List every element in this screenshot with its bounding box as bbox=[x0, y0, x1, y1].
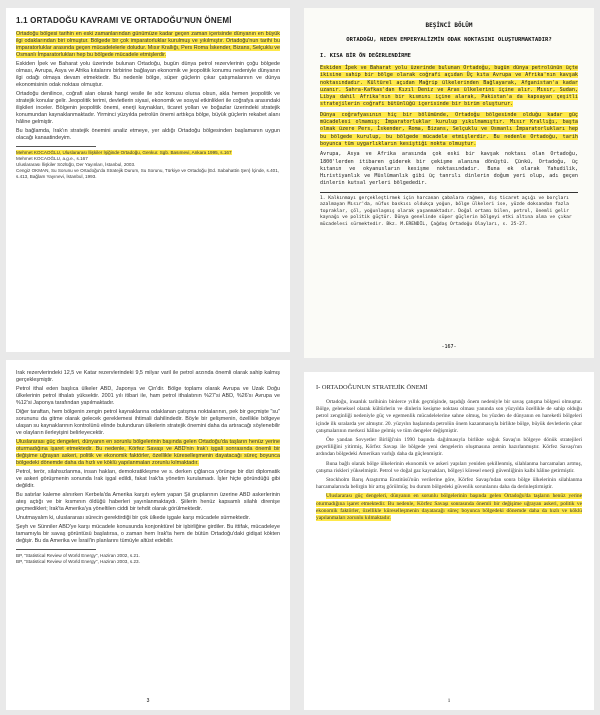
footnote-divider bbox=[320, 192, 578, 193]
paragraph: Ortadoğu, insanlık tarihinin binlerce yıllık geçmişinde, taşıdığı önem nedeniyle bir savaş çatışma bölgesi olmuştur. Bölge, geleneksel olarak kültürlerin ve dinlerin kesişme noktası olması yanında son yüzyılda özellikle de sahip olduğu petrol zenginliği nedeniyle güç ve egemenlik mücadelelerine sahne olmuş, bu yüzden de dünyanın en hareketli bölgeleri içinde ilk sıralarda yer almıştır. 20. yüzyılın başlarında petrolün önem kazanmasıyla birlikte bölge, büyük devletlerin çıkar çatışmalarının merkezi hâline gelmiş ve tüm dengeler değişmiştir. bbox=[316, 399, 582, 434]
document-page-bottom-left bbox=[6, 360, 290, 710]
paragraph: Stockholm Barış Araştırma Enstitüsü'nün verilerine göre, Körfez Savaşı'ndan sonra bölge ülkelerinin silahlanma harcamalarında belirgin bir artış görülmüş; bu durum bölgedeki güvenlik sorunlarını daha da derinleştirmiştir. bbox=[316, 477, 582, 491]
paragraph: Diğer taraftan, hem bölgenin zengin petrol kaynaklarına odaklanan çatışma noktalarının, pek bir geçmişte "su" sorununu da gitme olarak gelecek gereklemesi ihtimali dahilindedir. Böyle bir gelişmenin, özellikle bölgeye ulaşan su kaynaklarının kontrolünü elinde bulunduran ülkelerin stratejik önemini daha da artıracağı söylenebilir ve olayların ilerleyişini belirleyecektir. bbox=[16, 409, 280, 436]
chapter-title: ORTADOĞU, NEDEN EMPERYALİZMİN ODAK NOKTASINI OLUŞTURMAKTADIR? bbox=[346, 37, 552, 43]
footnote-divider bbox=[16, 146, 96, 147]
paragraph: Eskiden İpek ve Baharat yolu üzerinde bulunan Ortadoğu, bugün dünya petrol rezervlerinin çoğu bölgede olması, Avrupa, Asya ve Afrika kıtalarını birbirine bağlayan ekonomik ve jeopolitik konumu nedeniyle dünyanın ilgi odağı olmaya devam etmektedir. Bu nedenle bölge, süper güçlerin çıkar çatışmalarının ve dünya ekonomisinin odak noktası olmuştur. bbox=[16, 61, 280, 88]
section-heading: I. KISA BİR ÖN DEĞERLENDİRME bbox=[320, 53, 411, 59]
paragraph: Bu satırlar kaleme alınırken Kerbela'da Amerika karşıtı eylem yapan Şii gruplarının üzerine ABD askerlerinin ateş açtığı ve bir kısmının öldüğü haberleri yayınlanmaktaydı. Şiilerin henüz kapsamlı silahlı direnişe geçmedikleri; Irak'ta Amerika'ya yöneltilen ciddi bir tehdit olarak görülmektedir. bbox=[16, 492, 280, 512]
page-number: 3 bbox=[146, 698, 150, 704]
paragraph: Avrupa, Asya ve Afrika arasında çok eski bir kavşak noktası olan Ortadoğu, 1800'lerden itibaren giderek bir çekişme alanına dönüştü. Çünkü, Ortadoğu, üç kıtanın ve okyanusların kesişme noktasındadır. Buna ek olarak Yahudilik, Hıristiyanlık ve Müslümanlık gibi üç tanrılı dinlerin doğum yeri olup, adı geçen dinlerin kutsal yerleri bölgededir. bbox=[320, 151, 578, 187]
footnote: BP, "Statistical Review of World Energy", Haziran 2002, s.21. bbox=[16, 553, 140, 558]
paragraph: Unutmayalım ki, uluslararası sürecin gerektirdiği bir çok ülkede işgale karşı mücadele sürmektedir. bbox=[16, 515, 250, 521]
paragraph: Petrol ithal eden başlıca ülkeler ABD, Japonya ve Çin'dir. Bölge toplamı olarak Avrupa ve Uzak Doğu ülkelerinin petrol ithalatı yüksektir. 2001 yılı itibari ile, ham petrol ithalatının %27'si ABD, %26'sı Avrupa ve %12'si Japonya tarafından yapılmaktadır. bbox=[16, 386, 280, 406]
footnote: BP, "Statistical Review of World Energy", Haziran 2003, s.23. bbox=[16, 559, 140, 564]
paragraph-highlighted bbox=[16, 439, 280, 467]
paragraph-highlighted bbox=[320, 112, 578, 148]
footnote: Uluslararası İlişkiler Sözlüğü, Der Yayınları, İstanbul, 2003. bbox=[16, 162, 136, 167]
highlighted-text: Ortadoğu bölgesi tarihin en eski zamanlarından günümüze kadar geçen zaman içerisinde dünyanın en büyük ilgi odaklarından biri olmuştur. Bölgede bir çok imparatorluklar kurulmuş ve yıkılmıştır. Ortadoğu'nun tarihi bu imparatorluklar arasında geçen mücadelelerle doludur. Mısır Krallığı, Pers Roma İskender, Bizans, Selçuklu ve Osmanlı İmparatorlukları hep bu bölgede mücadele etmişlerdir. bbox=[16, 31, 280, 58]
page-number: -167- bbox=[441, 344, 457, 350]
highlighted-text: Uluslararası güç dengeleri, dünyanın en sorunlu bölgelerinin başında gelen Ortadoğu'da taşların henüz yerine oturmadığına işaret etmektedir. Bu nedenle, Körfez Savaşı ve ABD'nin Irak'ı işgali sonrasında önemli bir değişime uğrayan askeri, politik ve ekonomik faktörler, özellikle küreselleşmenin dayatacağı süreç boyunca bölgedeki dönemde daha da hızlı ve köklü yapılanmaları zorunlu kılmaktadır. bbox=[16, 439, 280, 466]
section-heading: 1.1 ORTADOĞU KAVRAMI VE ORTADOĞU'NUN ÖNEMİ bbox=[16, 16, 232, 25]
paragraph: Irak rezervlerindeki 12,5 ve Katar rezervlerindeki 9,5 milyar varil ile petrol arzında önemli olarak sahip kalmış gerçekleşmiştir. bbox=[16, 370, 280, 383]
paragraph: Ortadoğu denilince, coğrafi alan olarak hangi vesile ile söz konusu olursa olsun, akla hemen jeopolitik ve stratejik konular gelir. Jeopolitik terimi, devletlerin siyasi, ekonomik ve sosyal etkinlikleri ile coğrafya arasındaki ilişkileri inceler. Bölgenin jeopolitik önemi, enerji kaynakları, ticaret yolları ve boğazlar üzerindeki stratejik konumundan kaynaklanmaktadır. Yirminci yüzyılda petrolün önemi arttıkça bölge, büyük güçlerin rekabet alanı hâline gelmiştir. bbox=[16, 91, 280, 125]
footnote: Mehmet KOCAOĞLU, a.g.e., s.167 bbox=[16, 156, 88, 161]
paragraph-highlighted bbox=[316, 493, 582, 522]
document-page-top-right bbox=[304, 8, 594, 358]
page-number: 1 bbox=[447, 699, 451, 704]
highlighted-footnote: Mehmet KOCAOĞLU, Uluslararası İlişkiler İşiğinde Ortadoğu, Genkur. Sgb. Basımevi, Ankara 1995, s.167 bbox=[16, 150, 232, 155]
footnote: Cengiz OKMAN, Su Sorunu ve Ortadoğu'da Stratejik Durum, Su Sorunu, Türkiye ve Ortadoğu (Ed. Sabahattin Şen) İçinde, s.401, s.413, Bağlam Yayınevi, İstanbul, 1993. bbox=[16, 168, 280, 179]
paragraph: Şeyh ve Sünniler ABD'ye karşı mücadele konusunda konjonktürel bir işbirliğine girdiler. Bu ittifak, mücadeleye tamamıyla bir savaş görüntüsü başlatırsa, o zaman hem Irak'ta hem de bütün Ortadoğu'daki gidişat kökten değişir. Bu da Amerika ve İsrail'in planlarını tümüyle altüst edebilir. bbox=[16, 524, 280, 544]
document-page-top-left bbox=[6, 8, 290, 352]
paragraph: Petrol, terör, silahsızlanma, insan hakları, demokratikleşme ve s. derken çığlarıca yörünge bir dizi diplomatik ve askeri görüşmenin sonunda Irak işgal edildi, fakat Irak'ta yönetim kurulamadı. İşler hiçte göründüğü gibi değildir. bbox=[16, 469, 280, 489]
paragraph-highlighted bbox=[320, 65, 578, 109]
footnote-divider bbox=[16, 549, 96, 550]
paragraph: Öte yandan Sovyetler Birliği'nin 1990 başında dağılmasıyla birlikte soğuk Savaş'ın bölgeye dönük stratejileri geçerliliğini yitirmiş, Körfez Savaşı ile bölgede yeni dengelerin oluşmasına zemin hazırlanmıştır. Körfez Savaşı'nın ardından bölgedeki Amerikan varlığı daha da güçlenmiştir. bbox=[316, 437, 582, 458]
document-page-bottom-right bbox=[304, 372, 594, 710]
paragraph-highlighted bbox=[16, 31, 280, 59]
highlighted-text: Uluslararası güç dengeleri, dünyanın en sorunlu bölgelerinin başında gelen Ortadoğu'da taşların henüz yerine oturmadığına işaret etmektedir. Bu nedenle, Körfez Savaşı sonrasında önemli bir değişime uğrayan askeri, politik ve ekonomik faktörler, özellikle küreselleşmenin dayatacağı süreç boyunca bölgedeki dönemde daha da hızlı ve köklü yapılanmaları zorunlu kılmaktadır. bbox=[316, 493, 582, 522]
footnote: 1. Kalkınmayı gerçekleştirmek için harcanan çabalara rağmen, dış ticaret açığı ve borçları azalmayan Mısır'da, nüfus baskısı oldukça yoğun, bölge ülkeleri ise, yüzde doksandan fazla topraklar, çöl, yoğunlaşmış olarak yaşanmaktadır. Doğal ortamı bilen, petrol, önemli gelir kaynağı ve politik güçtür. Dünya genelinde süper güçlerin bölgeyi etki altına alma ve çıkar mücadelesi sürmektedir. Bkz. M.ERENDİL, Çağdaş Ortadoğu Olayları, s. 25-27. bbox=[320, 195, 572, 227]
highlighted-text: Eskiden İpek ve Baharat yolu üzerinde bulunan Ortadoğu, bugün dünya petrolünün üçte ikisine sahip bir bölge olarak coğrafi açıdan Üç kıta Avrupa ve Afrika'nın kavşak noktasındadır. Kültürel açıdan Mağrip ülkelerinden Bağlayarak, Afganistan'a kadar uzanır. Sahra-Kafkas'dan Kızıl Deniz ve Aras ülkelerini içine alır. Mısır, Sudan, Libya dahil Afrika'nın bir kısmını içine alarak, Pakistan'a da kapsayan çeşitli stratejilerin coğrafi bütünlüğü içerisinde bir birim oluşturur. bbox=[320, 65, 578, 108]
section-heading: I- ORTADOĞUNUN STRATEJİK ÖNEMİ bbox=[316, 384, 428, 391]
paragraph: Bu bağlamda, Irak'ın stratejik önemini analiz etmeye, yer aldığı Ortadoğu bölgesinden başlamanın uygun olacağı kanaatindeyim. bbox=[16, 128, 280, 141]
highlighted-text: Dünya coğrafyasının hiç bir bölümünde, Ortadoğu bölgesinde olduğu kadar güç mücadelesi olmamış; İmparatorluklar kurulup yıkılmamıştır. Mısır Krallığı, başta olmak üzere Pers, İskender, Roma, Bizans, Selçuklu ve Osmanlı İmparatorlukları hep bu bölgede kurulup, bu bölgede mücadele etmişlerdir. Bu nedenle Ortadoğu, tarih boyunca tüm uygarlıkların kesiştiği nokta olmuştur. bbox=[320, 111, 578, 147]
paragraph: Buna bağlı olarak bölge ülkelerinin ekonomik ve askeri yapıları yeniden şekillenmiş, silahlanma harcamaları artmış, çatışma riskleri yükselmiştir. Petrol ve doğal gaz kaynakları, bölgeyi küresel enerji güvenliğinin kalbi hâline getirmiştir. bbox=[316, 460, 582, 474]
chapter-heading: BEŞİNCİ BÖLÜM bbox=[425, 22, 473, 29]
